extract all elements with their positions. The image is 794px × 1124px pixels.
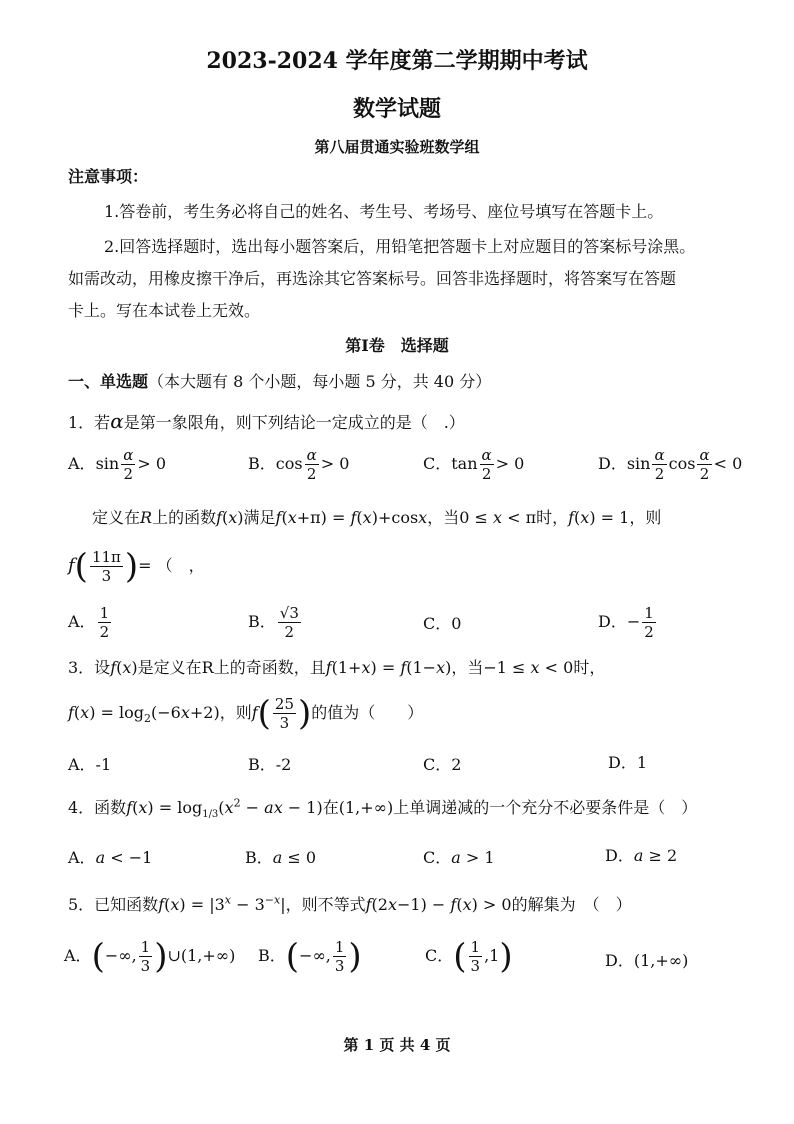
q5-option-c: C．( $\frac{1}{3}$ ,1) — [425, 936, 513, 977]
q4-stem-part-1: 4．函数 — [68, 798, 127, 817]
q4-option-c-label: C． — [423, 848, 452, 867]
q5-stem-part-1: 5．已知函数 — [68, 895, 159, 914]
q5-option-a-label: A． — [64, 946, 92, 965]
q5-option-c-label: C． — [425, 946, 454, 965]
q5-option-b-label: B． — [258, 946, 286, 965]
q1-option-c: C．tan $\frac{\alpha}{2}$ > 0 — [423, 446, 525, 483]
notice-heading: 注意事项： — [68, 167, 149, 186]
q5-stem: 5．已知函数$f(x) = |3^x - 3^{-x}|$，则不等式f(2x−1) − f(x) > 0的解集为 （ ） — [68, 893, 632, 914]
part-title: 第I卷 选择题 — [345, 336, 449, 355]
exam-subtitle: 数学试题 — [352, 96, 441, 122]
q3-stem-part-1: 3．设 — [68, 658, 111, 677]
q2-option-a-label: A． — [68, 612, 96, 631]
author-group: 第八届贯通实验班数学组 — [314, 138, 480, 156]
section-heading-label: 一、单选题 — [68, 372, 149, 391]
q3-option-d: D．1 — [608, 753, 648, 772]
q4-option-a-label: A． — [68, 848, 96, 867]
exam-title: 2023-2024 学年度第二学期期中考试 — [206, 48, 588, 74]
q1-option-d: D．sin $\frac{\alpha}{2}$ cos $\frac{\alpha}{2}$ < 0 — [598, 446, 743, 483]
q2-stem-line-2: f( $\frac{11\pi}{3}$ )= （ ， — [68, 546, 205, 587]
q4-option-a: A．a < −1 — [68, 848, 153, 867]
q4-stem-part-2: 在 — [322, 798, 339, 817]
notice-item-1: 1.答卷前，考生务必将自己的姓名、考生号、考场号、座位号填写在答题卡上。 — [104, 202, 664, 221]
q1-option-a-label: A． — [68, 454, 96, 473]
q4-option-d: D．a ≥ 2 — [605, 846, 678, 865]
q2-stem-part-4: ，当 — [427, 508, 460, 527]
q3-stem-line-1: 3．设f(x)是定义在R上的奇函数，且f(1+x) = f(1−x)，当−1 ≤ x < 0时， — [68, 658, 606, 677]
q3-stem-part-2: 是定义在R上的奇函数，且 — [137, 658, 326, 677]
q5-stem-part-3: 的解集为 （ ） — [511, 895, 632, 914]
q2-stem-line-1: 定义在R上的函数f(x)满足f(x+π) = f(x)+cosx，当0 ≤ x < π时，f(x) = 1，则 — [92, 508, 662, 527]
q4-stem: 4．函数$f(x) = \log_{1/3}(x^2$ − ax − 1)在(1,+∞)上单调递减的一个充分不必要条件是（ ） — [68, 796, 698, 821]
q1-stem-prefix: 1．若 — [68, 413, 111, 432]
q3-stem-part-3: ，当 — [451, 658, 484, 677]
q1-option-b: B．cos $\frac{\alpha}{2}$ > 0 — [248, 446, 350, 483]
q3-stem-part-5: ，则 — [219, 703, 252, 722]
section-heading-desc: （本大题有 8 个小题，每小题 5 分，共 40 分） — [148, 372, 492, 391]
q2-option-a: A． $\frac{1}{2}$ — [68, 604, 110, 641]
q2-option-b: B． $\frac{√3}{2}$ — [248, 604, 299, 641]
q2-option-d: D．− $\frac{1}{2}$ — [598, 604, 654, 641]
q3-stem-line-2: $f(x) = \log_2(-6x+2)$，则f( $\frac{25}{3}$ )的值为（ ） — [68, 693, 424, 734]
q3-stem-part-6: 的值为（ ） — [311, 703, 424, 722]
q2-stem-tail: = （ ， — [138, 556, 205, 575]
q2-option-c: C．0 — [423, 614, 462, 633]
q4-option-b-label: B． — [245, 848, 273, 867]
q1-stem: 1．若α是第一象限角，则下列结论一定成立的是（ .） — [68, 409, 465, 433]
q4-option-b: B．a ≤ 0 — [245, 848, 317, 867]
q2-option-d-label: D． — [598, 612, 627, 631]
q1-option-b-label: B． — [248, 454, 276, 473]
section-heading — [68, 369, 491, 395]
q4-stem-part-3: 上单调递减的一个充分不必要条件是（ ） — [393, 798, 698, 817]
q2-option-b-label: B． — [248, 612, 276, 631]
q5-option-b: B．(−∞, $\frac{1}{3}$ ) — [258, 936, 362, 977]
q4-option-c: C．a > 1 — [423, 848, 495, 867]
q1-option-d-label: D． — [598, 454, 627, 473]
q4-option-d-label: D． — [605, 846, 634, 865]
q3-stem-part-4: 时， — [573, 658, 606, 677]
q3-option-a: A．-1 — [68, 755, 112, 774]
notice-item-2-line-1: 2.回答选择题时，选出每小题答案后，用铅笔把答题卡上对应题目的答案标号涂黑。 — [104, 237, 696, 256]
q2-stem-part-3: 满足 — [243, 508, 276, 527]
q3-option-c: C．2 — [423, 755, 462, 774]
q1-option-a: A．sin $\frac{\alpha}{2}$ > 0 — [68, 446, 167, 483]
q5-option-d: D．(1,+∞) — [605, 951, 689, 970]
q5-option-a: A．(−∞, $\frac{1}{3}$ )∪(1,+∞) — [64, 936, 236, 977]
q1-stem-rest: 是第一象限角，则下列结论一定成立的是（ .） — [123, 413, 465, 432]
notice-item-2-line-3: 卡上。写在本试卷上无效。 — [68, 301, 261, 320]
page-footer: 第 1 页 共 4 页 — [343, 1036, 451, 1054]
q5-stem-part-2: ，则不等式 — [285, 895, 366, 914]
q5-option-d-label: D． — [605, 951, 634, 970]
q2-stem-part-5: 时， — [536, 508, 569, 527]
notice-item-2-line-2: 如需改动，用橡皮擦干净后，再选涂其它答案标号。回答非选择题时，将答案写在答题 — [68, 269, 677, 288]
q1-option-c-label: C． — [423, 454, 452, 473]
q2-stem-part-2: 上的函数 — [152, 508, 217, 527]
q3-option-b: B．-2 — [248, 755, 292, 774]
q2-stem-part-6: ，则 — [629, 508, 662, 527]
q2-stem-part-1: 定义在 — [92, 508, 141, 527]
